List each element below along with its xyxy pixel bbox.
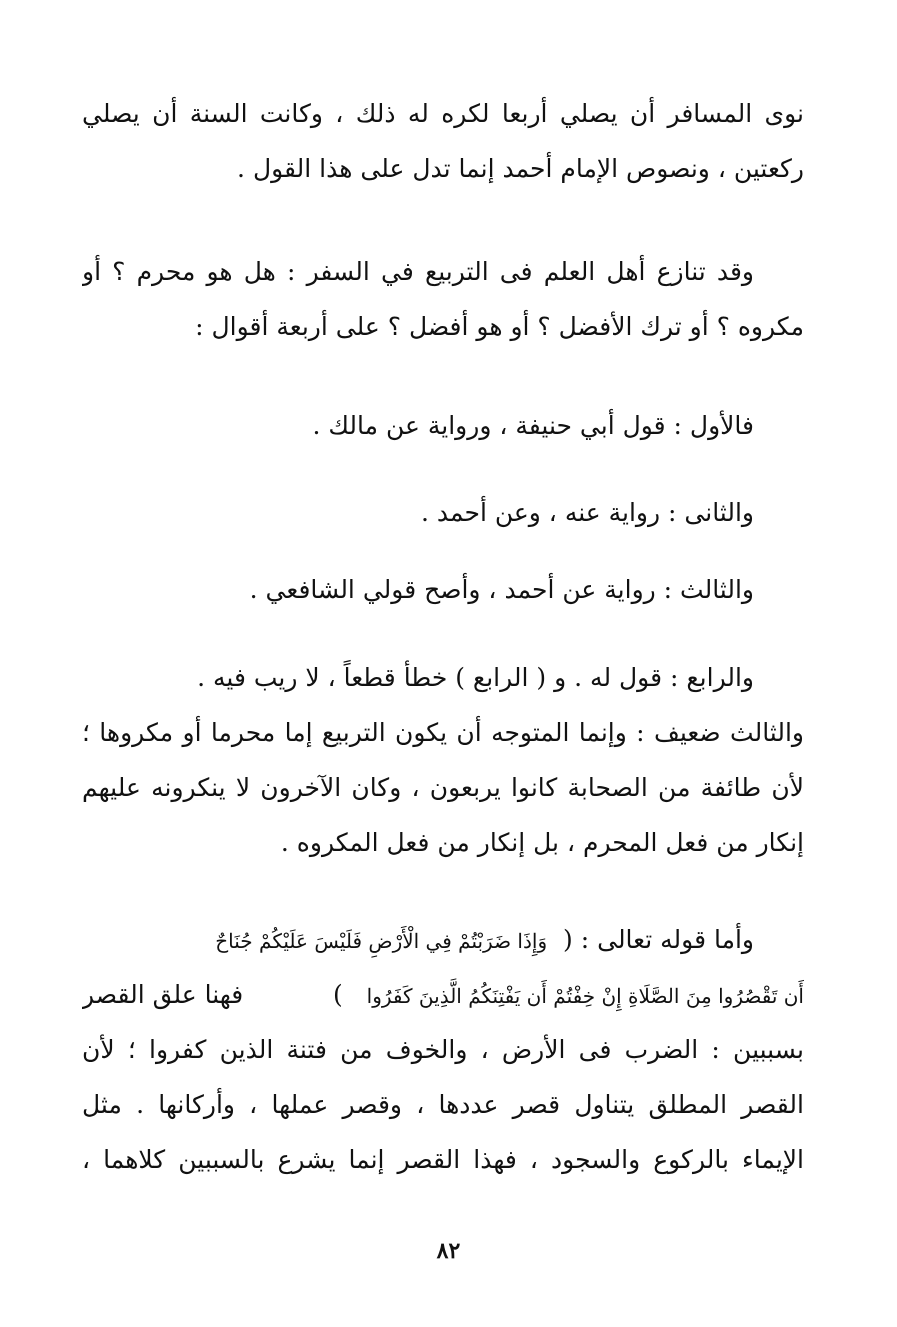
paragraph-4 — [82, 485, 804, 540]
text-line: الإيماء بالركوع والسجود ، فهذا القصر إنما يشرع بالسببين كلاهما ، — [82, 1145, 804, 1174]
verse-followup: فهنا علق القصر — [82, 980, 244, 1009]
text-line: وقد تنازع أهل العلم فى التربيع في السفر : هل هو محرم ؟ أو — [82, 257, 754, 286]
verse-line-2 — [82, 967, 804, 1022]
paragraph-2 — [82, 244, 804, 354]
text-line: والثالث ضعيف : وإنما المتوجه أن يكون التربيع إما محرما أو مكروها ؛ — [82, 718, 804, 747]
quran-verse: وَإِذَا ضَرَبْتُمْ فِي الْأَرْضِ فَلَيْسَ عَلَيْكُمْ جُنَاحٌ — [215, 929, 548, 953]
paragraph-5 — [82, 562, 804, 617]
text-line: مكروه ؟ أو ترك الأفضل ؟ أو هو أفضل ؟ على أربعة أقوال : — [195, 312, 804, 341]
text-line: بسببين : الضرب فى الأرض ، والخوف من فتنة الذين كفروا ؛ لأن — [82, 1035, 804, 1064]
text-line: فالأول : قول أبي حنيفة ، ورواية عن مالك . — [312, 411, 754, 440]
paragraph-7 — [82, 912, 804, 1187]
quran-verse: أَن تَقْصُرُوا مِنَ الصَّلَاةِ إِنْ خِفْتُمْ أَن يَفْتِنَكُمُ الَّذِينَ كَفَرُوا — [366, 984, 804, 1008]
verse-close-paren: ) — [333, 980, 343, 1009]
text-line: لأن طائفة من الصحابة كانوا يربعون ، وكان الآخرون لا ينكرونه عليهم — [82, 773, 804, 802]
text-line: إنكار من فعل المحرم ، بل إنكار من فعل المكروه . — [280, 828, 804, 857]
text-line: والثانى : رواية عنه ، وعن أحمد . — [421, 498, 754, 527]
text-line: والثالث : رواية عن أحمد ، وأصح قولي الشافعي . — [249, 575, 754, 604]
paragraph-3 — [82, 398, 804, 453]
paragraph-1 — [82, 86, 804, 196]
paragraph-6 — [82, 650, 804, 870]
text-line: ركعتين ، ونصوص الإمام أحمد إنما تدل على هذا القول . — [237, 154, 804, 183]
verse-line-1 — [82, 912, 804, 967]
text-line: نوى المسافر أن يصلي أربعا لكره له ذلك ، وكانت السنة أن يصلي — [82, 99, 804, 128]
text-line: والرابع : قول له . و ( الرابع ) خطأ قطعاً ، لا ريب فيه . — [197, 663, 754, 692]
page-number: ٨٢ — [436, 1238, 461, 1264]
text-line: القصر المطلق يتناول قصر عددها ، وقصر عملها ، وأركانها . مثل — [82, 1090, 804, 1119]
verse-intro: وأما قوله تعالى : ( — [563, 925, 754, 954]
